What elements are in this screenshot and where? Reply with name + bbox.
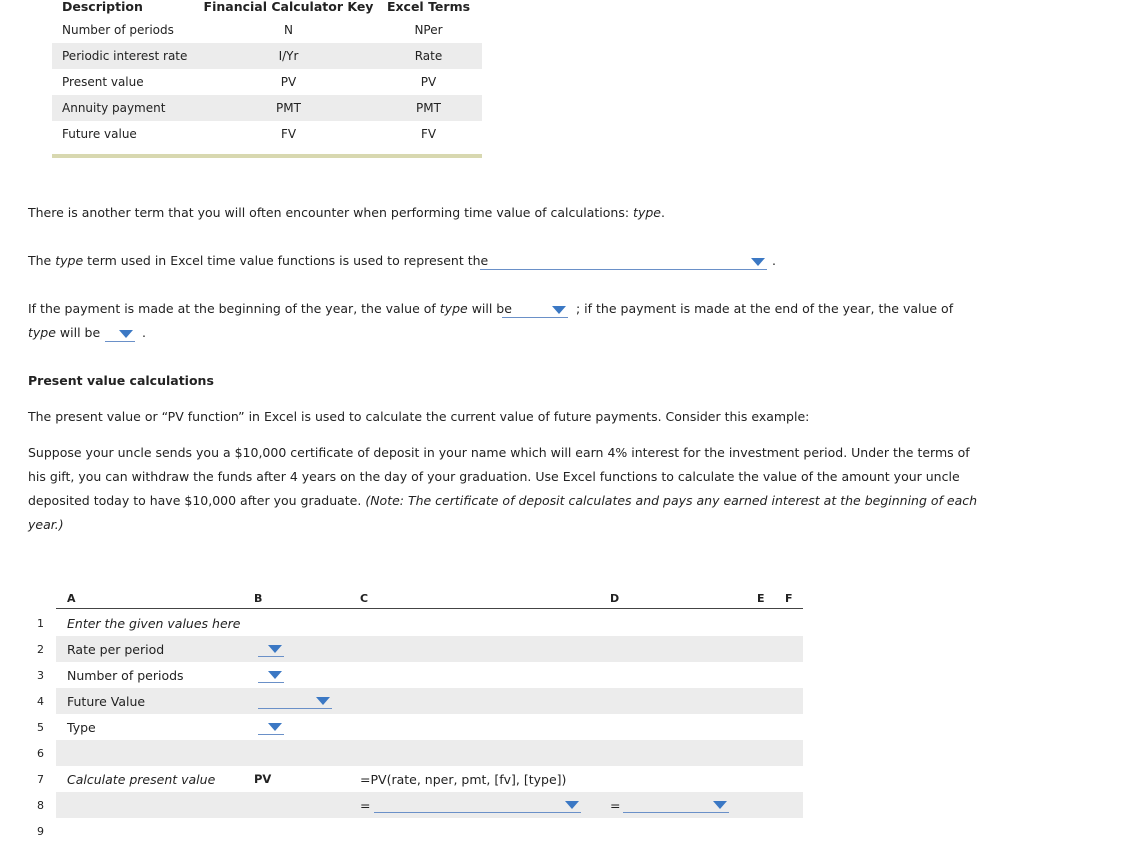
text: will be [467, 301, 512, 316]
cell-c7: =PV(rate, nper, pmt, [fv], [type]) [360, 772, 567, 787]
terms-header-excel-terms: Excel Terms [386, 0, 471, 14]
text-italic: type [439, 301, 468, 316]
type-meaning-dropdown[interactable] [480, 255, 767, 270]
sheet-row-4 [28, 688, 803, 714]
period: . [142, 325, 146, 340]
terms-table-underbar [52, 154, 482, 158]
paragraph-example-line1: Suppose your uncle sends you a $10,000 certificate of deposit in your name which will earn 4% interest for the investment period. Under the terms of [28, 445, 970, 460]
terms-header-description: Description [62, 0, 143, 14]
cell-a2: Rate per period [67, 642, 165, 657]
sheet-row-9 [28, 818, 803, 844]
terms-header-calculator-key: Financial Calculator Key [203, 0, 374, 14]
terms-cell: PMT [276, 101, 301, 115]
periods-dropdown[interactable] [258, 668, 284, 683]
terms-cell: Present value [62, 75, 144, 89]
sheet-row-8 [28, 792, 803, 818]
text: There is another term that you will often encounter when performing time value of calculations: [28, 205, 634, 220]
chevron-down-icon [268, 671, 282, 679]
type-value-dropdown[interactable] [258, 720, 284, 735]
sheet-row-7 [28, 766, 803, 792]
text: deposited today to have $10,000 after you graduate. [28, 493, 366, 508]
row-shade [56, 636, 803, 662]
terms-row [52, 17, 482, 43]
paragraph-type-values-line2 [28, 321, 100, 345]
row-number: 8 [37, 799, 44, 812]
text-italic: type [28, 325, 56, 340]
cell-b7: PV [254, 772, 272, 786]
terms-cell: PV [280, 75, 297, 89]
paragraph-example-line3 [28, 489, 977, 513]
row-number: 7 [37, 773, 44, 786]
terms-cell: PMT [416, 101, 441, 115]
sheet-row-1 [28, 610, 803, 636]
note-text: (Note: The certificate of deposit calculates and pays any earned interest at the beginning of each [365, 493, 978, 508]
column-header-e: E [757, 592, 765, 605]
rate-dropdown[interactable] [258, 642, 284, 657]
row-number: 6 [37, 747, 44, 760]
column-header-f: F [785, 592, 793, 605]
paragraph-type-represent [28, 249, 488, 273]
chevron-down-icon [119, 330, 133, 338]
sheet-row-2 [28, 636, 803, 662]
terms-cell: I/Yr [278, 49, 299, 63]
chevron-down-icon [316, 697, 330, 705]
pv-formula-dropdown[interactable] [374, 798, 581, 813]
paragraph-type-intro [28, 201, 665, 225]
text: term used in Excel time value functions is used to represent the [83, 253, 489, 268]
row-number: 4 [37, 695, 44, 708]
chevron-down-icon [552, 306, 566, 314]
period: . [772, 253, 776, 268]
paragraph-pv-intro: The present value or “PV function” in Excel is used to calculate the current value of future payments. Consider this example: [28, 409, 810, 424]
chevron-down-icon [268, 723, 282, 731]
terms-cell: FV [280, 127, 297, 141]
text-italic: type [55, 253, 84, 268]
section-title: Present value calculations [28, 373, 214, 388]
paragraph-type-values-line1 [28, 297, 512, 321]
terms-row [52, 95, 482, 121]
row-number: 1 [37, 617, 44, 630]
terms-row [52, 43, 482, 69]
type-beginning-dropdown[interactable] [502, 303, 568, 318]
text: . [660, 205, 665, 220]
terms-cell: Future value [62, 127, 137, 141]
text-italic: type [633, 205, 661, 220]
chevron-down-icon [751, 258, 765, 266]
type-end-dropdown[interactable] [105, 327, 135, 342]
terms-header-row [52, 0, 482, 14]
sheet-row-5 [28, 714, 803, 740]
terms-cell: Annuity payment [62, 101, 166, 115]
row-number: 3 [37, 669, 44, 682]
terms-cell: Periodic interest rate [62, 49, 188, 63]
equals-sign: = [360, 798, 371, 813]
column-header-c: C [360, 592, 369, 605]
row-number: 9 [37, 825, 44, 838]
terms-cell: N [284, 23, 293, 37]
chevron-down-icon [713, 801, 727, 809]
text: will be [55, 325, 101, 340]
column-header-b: B [254, 592, 263, 605]
cell-a4: Future Value [67, 694, 146, 709]
column-header-row [56, 588, 803, 609]
terms-cell: NPer [414, 23, 443, 37]
future-value-dropdown[interactable] [258, 694, 332, 709]
equals-sign: = [610, 798, 621, 813]
terms-cell: FV [420, 127, 437, 141]
cell-a3: Number of periods [67, 668, 184, 683]
column-header-a: A [67, 592, 76, 605]
sheet-row-6 [28, 740, 803, 766]
terms-row [52, 121, 482, 147]
terms-cell: PV [420, 75, 437, 89]
text: If the payment is made at the beginning of the year, the value of [28, 301, 440, 316]
row-number: 5 [37, 721, 44, 734]
cell-a7: Calculate present value [67, 772, 216, 787]
cell-a1: Enter the given values here [67, 616, 241, 631]
cell-a5: Type [67, 720, 96, 735]
terms-cell: Rate [414, 49, 443, 63]
row-shade [56, 740, 803, 766]
row-shade [56, 688, 803, 714]
text: The [28, 253, 56, 268]
pv-result-dropdown[interactable] [623, 798, 729, 813]
row-number: 2 [37, 643, 44, 656]
sheet-row-3 [28, 662, 803, 688]
terms-cell: Number of periods [62, 23, 174, 37]
terms-table [52, 0, 482, 147]
text: ; if the payment is made at the end of the year, the value of [576, 301, 954, 316]
paragraph-example-line4: year.) [28, 517, 64, 532]
chevron-down-icon [565, 801, 579, 809]
chevron-down-icon [268, 645, 282, 653]
terms-row [52, 69, 482, 95]
column-header-d: D [610, 592, 620, 605]
paragraph-example-line2: his gift, you can withdraw the funds after 4 years on the day of your graduation. Use Excel functions to calculate the value of the amount your uncle [28, 469, 960, 484]
